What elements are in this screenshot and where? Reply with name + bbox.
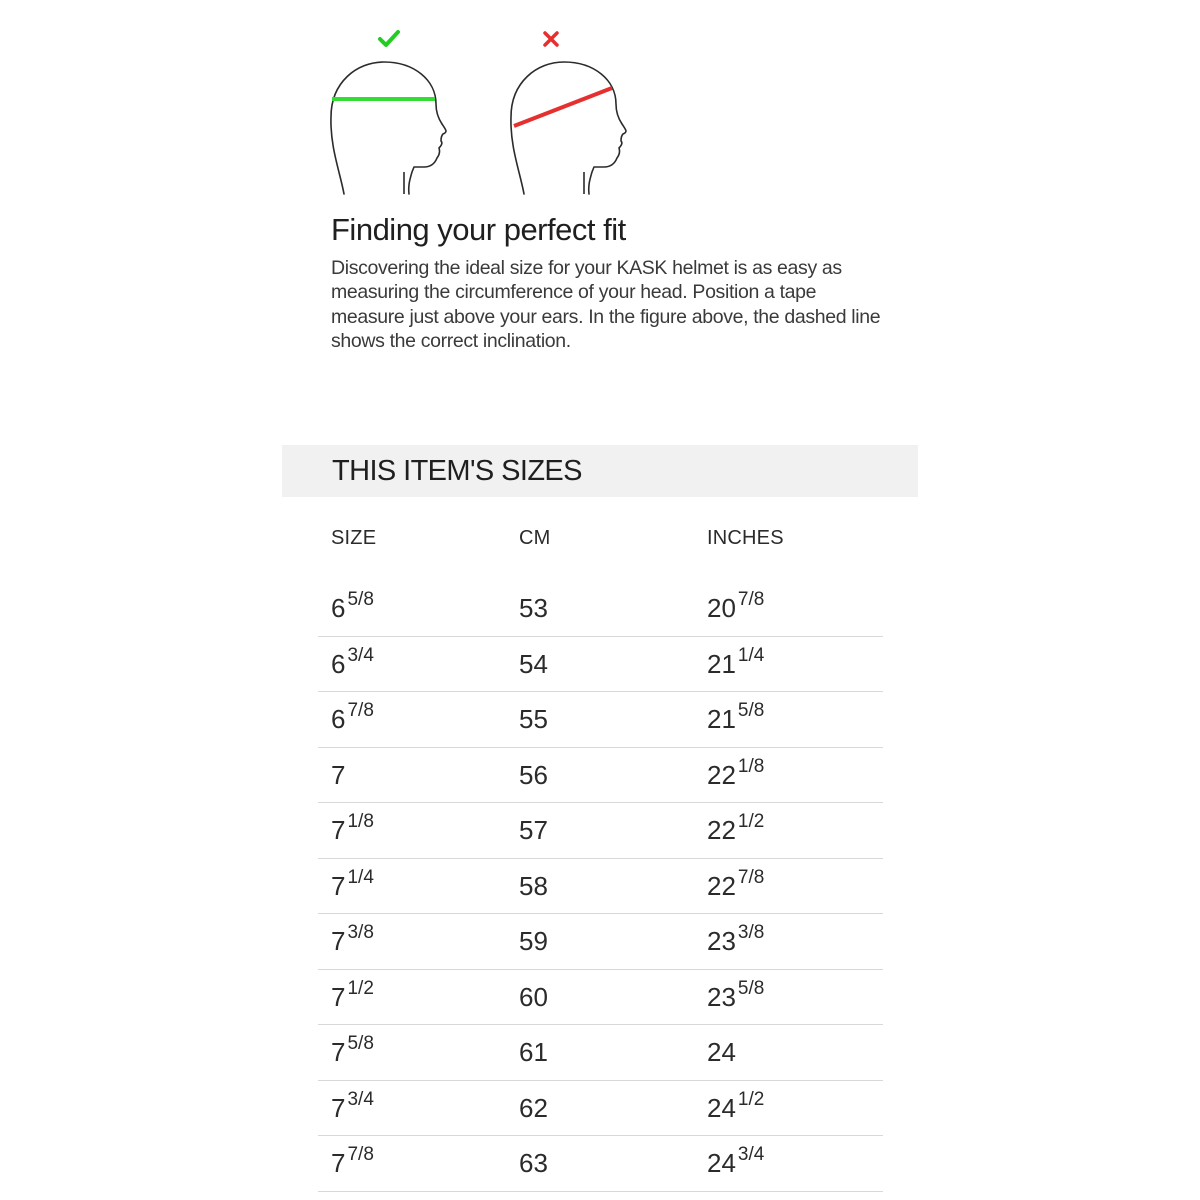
cm-cell: 57 — [519, 815, 548, 845]
cm-cell: 61 — [519, 1037, 548, 1067]
size-cell: 7 $^{5/8}$ — [331, 1033, 374, 1067]
size-cell: 7 $^{3/8}$ — [331, 922, 374, 956]
incorrect-measure-line — [514, 88, 612, 126]
size-cell: 7 $^{3/4}$ — [331, 1088, 374, 1123]
table-row — [318, 748, 883, 804]
size-cell: 7 $^{1/2}$ — [331, 977, 374, 1012]
table-row — [318, 914, 883, 970]
column-header-size: SIZE — [331, 527, 377, 549]
table-row — [318, 1136, 883, 1192]
column-header-cm: CM — [519, 527, 551, 549]
inches-cell: 24 $^{3/4}$ — [707, 1144, 765, 1178]
size-cell: 6 $^{3/4}$ — [331, 644, 374, 679]
size-cell: 6 $^{5/8}$ — [331, 589, 374, 623]
column-header-inches: INCHES — [707, 527, 784, 549]
sizes-header — [282, 445, 918, 497]
cm-cell: 63 — [519, 1148, 548, 1178]
cm-cell: 58 — [519, 870, 548, 901]
table-row — [318, 637, 883, 693]
inches-cell: 20 $^{7/8}$ — [707, 589, 765, 623]
inches-cell: 22 $^{7/8}$ — [707, 866, 765, 901]
head-profile-icon — [322, 22, 462, 202]
table-row — [318, 581, 883, 637]
table-row — [318, 1025, 883, 1081]
table-row — [318, 803, 883, 859]
size-cell: 7 $^{1/8}$ — [331, 811, 374, 845]
cm-cell: 54 — [519, 648, 548, 679]
inches-cell: 22 $^{1/8}$ — [707, 755, 765, 790]
inches-cell: 23 $^{3/8}$ — [707, 922, 765, 956]
cm-cell: 60 — [519, 981, 548, 1012]
size-cell: 7 — [331, 759, 346, 790]
size-cell: 6 $^{7/8}$ — [331, 700, 374, 734]
size-table-body — [318, 581, 883, 1192]
cm-cell: 55 — [519, 704, 548, 734]
table-row — [318, 859, 883, 915]
inches-cell: 24 $^{1/2}$ — [707, 1088, 765, 1123]
table-row — [318, 1081, 883, 1137]
fit-title: Finding your perfect fit — [331, 212, 626, 247]
cm-cell: 56 — [519, 759, 548, 790]
incorrect-fit-figure — [502, 22, 642, 202]
table-row — [318, 692, 883, 748]
cm-cell: 62 — [519, 1092, 548, 1123]
table-row — [318, 970, 883, 1026]
cm-cell: 59 — [519, 926, 548, 956]
cm-cell: 53 — [519, 593, 548, 623]
inches-cell: 21 $^{5/8}$ — [707, 700, 765, 734]
size-cell: 7 $^{7/8}$ — [331, 1144, 374, 1178]
correct-fit-figure — [322, 22, 462, 202]
inches-cell: 21 $^{1/4}$ — [707, 644, 765, 679]
inches-cell: 24 — [707, 1037, 736, 1067]
head-profile-icon — [502, 22, 642, 202]
size-cell: 7 $^{1/4}$ — [331, 866, 374, 901]
fit-description: Discovering the ideal size for your KASK helmet is as easy as measuring the circumference of your head. Position a tape measure just above your ears. In the figure above, the dashed line shows the correct inclination. — [331, 257, 881, 353]
inches-cell: 22 $^{1/2}$ — [707, 811, 765, 845]
sizes-title: THIS ITEM'S SIZES — [332, 455, 582, 487]
inches-cell: 23 $^{5/8}$ — [707, 977, 765, 1012]
